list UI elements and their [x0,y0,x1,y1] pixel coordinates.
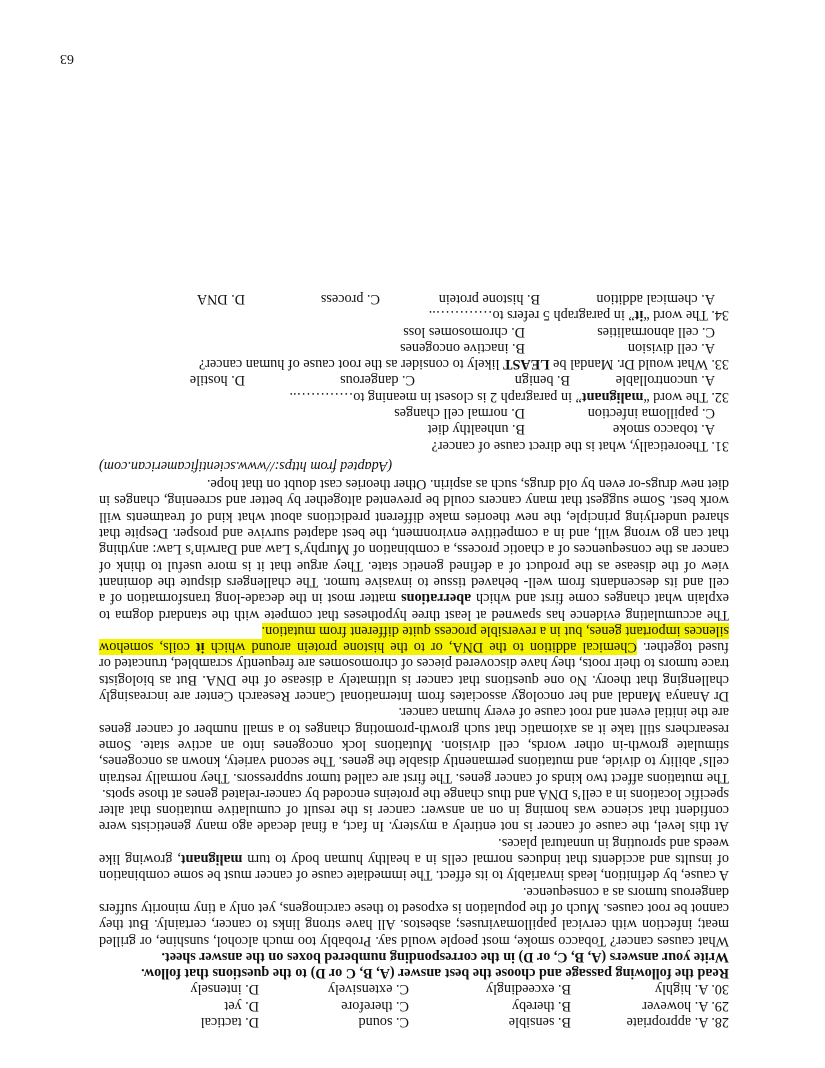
page-number: 63 [60,51,74,67]
option-a: A. cell division [627,339,715,356]
option-row [99,1014,729,1030]
option-a: 28. A. appropriate [626,1014,729,1030]
question-33 [99,323,729,372]
option-c: C. papilloma infection [587,405,715,422]
option-d: D. yet [224,997,259,1014]
vocab-options [99,981,729,1030]
option-b: B. benign [514,372,570,389]
question-stem: 33. What would Dr. Mandal be LEAST likely to consider as the root cause of human cancer? [198,356,729,373]
question-stem: 32. The word “malignant” in paragraph 2 is closest in meaning to………….. [289,388,729,405]
instruction-line: Write your answers (A, B, C, or D) in the corresponding numbered boxes on the answer sheet. [161,948,729,965]
highlighted-text: Chemical addition to the DNA, or to the histone protein around which it coils, somehow silences important genes, but in a reversible process quite different from mutation. [99,622,729,656]
option-row [99,421,729,437]
option-b: B. inactive oncogenes [400,339,525,356]
option-c: C. process [320,290,380,307]
option-c: C. sound [358,1014,409,1030]
passage-paragraph-1: What causes cancer? Tobacco smoke, most people would say. Probably too much alcohol, sunshine, or grilled meat; infection with cervical papillomaviruses; asbestos. All have strong links to cancer, certainly. But they cannot be root causes. Much of the population is exposed to these carcinogens, yet only a tiny minority suffers dangerous tumors as a consequence. [99,883,729,949]
option-c: C. cell abnormalities [597,323,715,340]
source-citation: (Adapted from https://www.scientificamerican.com) [99,457,393,474]
option-b: B. unhealthy diet [427,421,525,438]
question-stem: 31. Theoretically, what is the direct cause of cancer? [431,437,729,454]
option-row [99,323,729,339]
option-c: C. extensively [327,981,409,998]
option-b: B. histone protein [438,290,540,307]
question-stem: 34. The word “it” in paragraph 5 refers to………….. [428,307,729,324]
option-b: B. exceedingly [485,981,571,998]
option-d: D. normal cell changes [394,405,525,422]
passage-paragraph-3: At this level, the cause of cancer is not entirely a mystery. In fact, a final decade ago many geneticists were confident that science was homing in on an answer: cancer is the result of cumulative mutations that alter specific locations in a cell’s DNA and thus change the proteins encoded by cancer-related genes at those spots. [99,785,729,835]
option-d: D. intensely [190,981,259,998]
option-d: D. DNA [196,290,245,307]
option-c: C. therefore [341,997,409,1014]
option-a: A. uncontrollable [615,372,715,389]
option-a: A. chemical addition [596,290,715,307]
option-b: B. thereby [511,997,571,1014]
option-row [99,372,729,388]
option-row [99,340,729,356]
passage-paragraph-5: Dr Ananya Mandal and her oncology associates from International Cancer Research Center are increasingly challenging that theory. No one questions that cancer is ultimately a disease of the DNA. But as biologists trace tumors to their roots, they have discovered pieces of chromosomes are frequently scrambled, truncated or fused together. Chemical addition to the DNA, or to the histone protein around which it coils, somehow silences important genes, but in a reversible process quite different from mutation. [99,622,729,705]
option-d: D. chromosomes loss [403,323,525,340]
question-31 [99,405,729,454]
option-row [99,405,729,421]
option-c: C. dangerous [340,372,415,389]
passage-paragraph-4: The mutations affect two kinds of cancer genes. The first are called tumor suppressors. They normally restrain cells’ ability to divide, and mutations permanently disable the genes. The second variety, known as oncogenes, stimulate growth-in other words, cell division. Mutations lock oncogenes into an active state. Some researchers still take it as axiomatic that such growth-promoting changes to a small number of cancer genes are the initial event and root cause of every human cancer. [99,704,729,786]
option-a: A. tobacco smoke [612,421,715,438]
option-d: D. tactical [200,1014,259,1030]
instruction-line: Read the following passage and choose the best answer (A, B, C or D) to the questions that follow. [141,965,729,982]
question-32 [99,372,729,405]
option-row [99,997,729,1013]
option-d: D. hostile [189,372,245,389]
passage-paragraph-6: The accumulating evidence has spawned at least three hypotheses that compete with the standard dogma to explain what changes come first and which aberrations matter most in the decade-long transformation of a cell and its descendants from well- behaved tissue to invasive tumor. The challengers dispute the dominant view of the disease as the product of a defined genetic state. They argue that it is more useful to think of cancer as the consequences of a chaotic process, a combination of Murphy’s Law and Darwin’s Law: anything that can go wrong will, and in a competitive environment, the best adapted survive and prosper. Despite that shared underlying principle, the new theories make different predictions about what kind of treatments will work best. Some suggest that many cancers could be prevented altogether by better and screening, changes in diet new drugs-or even by old drugs, such as aspirin. Other theories cast doubt on that hope. [99,476,729,623]
question-34 [99,291,729,324]
option-a: 29. A. however [642,997,729,1014]
option-row [99,981,729,997]
option-row [99,291,729,307]
option-b: B. sensible [508,1014,571,1030]
option-a: 30. A. highly [654,981,729,998]
document-content [99,291,729,1030]
passage-paragraph-2: A cause, by definition, leads invariably to its effect. The immediate cause of cancer must be some combination of insults and accidents that induces normal cells in a healthy human body to turn malignant, growing like weeds and sprouting in unnatural places. [98,834,729,884]
